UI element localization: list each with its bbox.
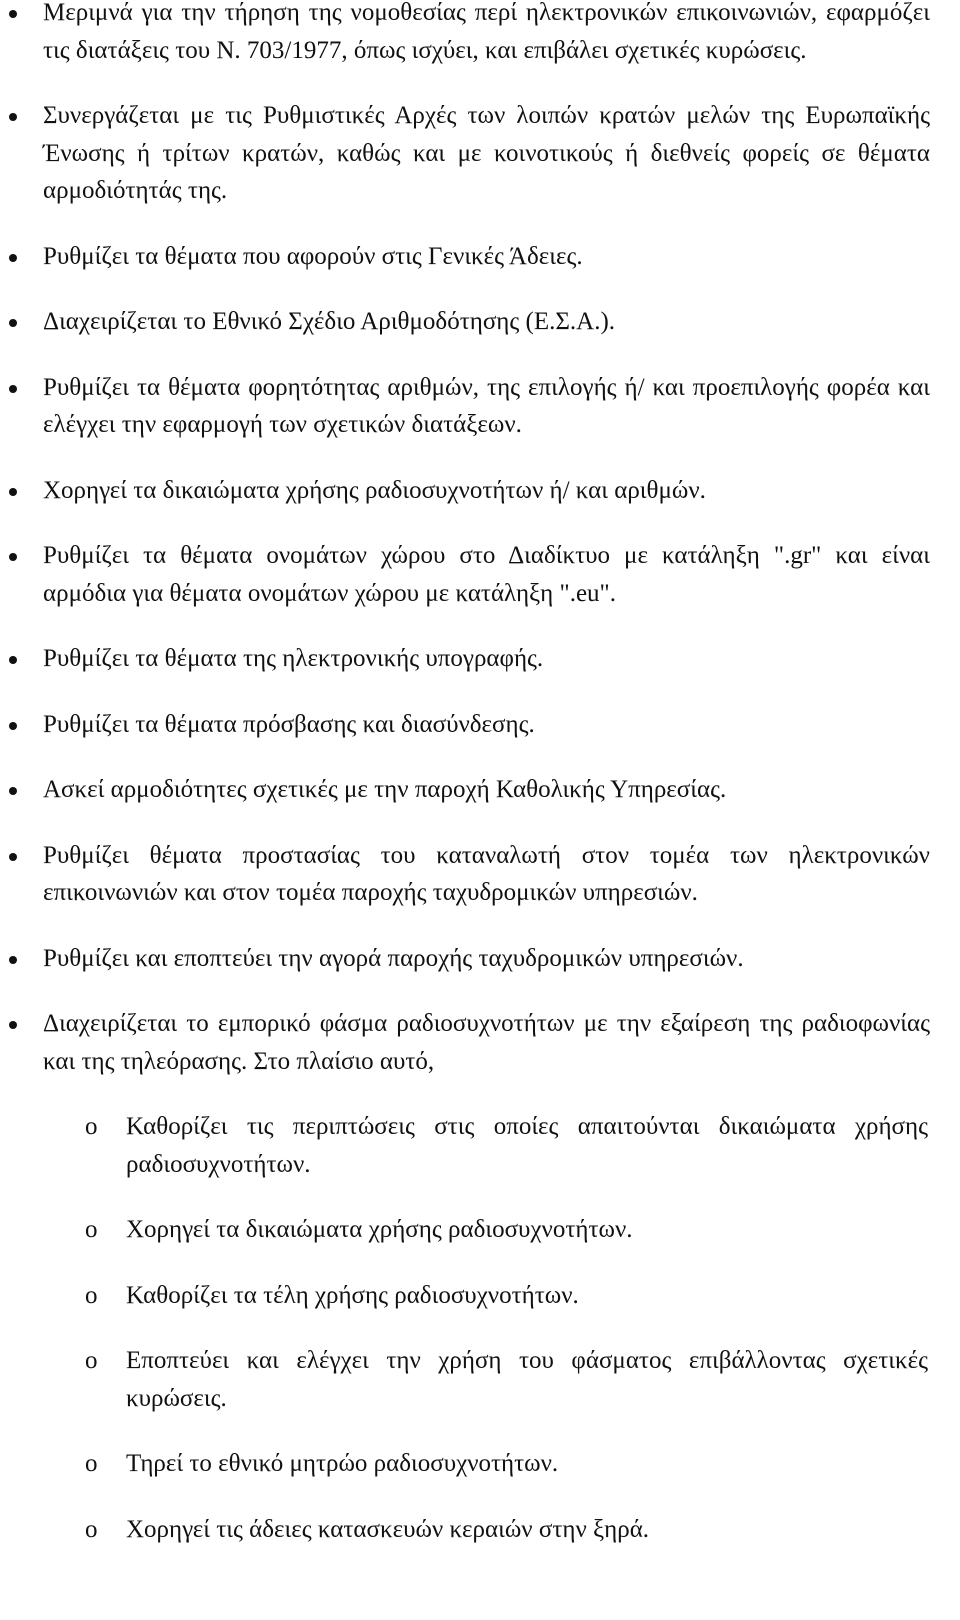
list-item <box>43 771 930 809</box>
list-item <box>43 369 930 444</box>
list-item <box>43 97 930 210</box>
list-item-text: Ρυθμίζει τα θέματα πρόσβασης και διασύνδεσης. <box>43 710 535 738</box>
bullet-icon <box>9 488 17 496</box>
bullet-icon <box>9 722 17 730</box>
list-item-text: Καθορίζει τα τέλη χρήσης ραδιοσυχνοτήτων. <box>126 1281 579 1309</box>
list-item-text: Ρυθμίζει τα θέματα της ηλεκτρονικής υπογραφής. <box>43 645 544 672</box>
hollow-bullet-icon: o <box>85 1450 98 1477</box>
list-item-text: Ρυθμίζει τα θέματα φορητότητας αριθμών, της επιλογής ή/ και προεπιλογής φορέα και ελέγχει την εφαρμογή των σχετικών διατάξεων. <box>43 373 930 438</box>
list-item <box>43 472 930 510</box>
bullet-icon <box>9 787 17 795</box>
list-item <box>43 640 930 678</box>
bullet-icon <box>9 553 17 561</box>
list-item-text: Τηρεί το εθνικό μητρώο ραδιοσυχνοτήτων. <box>126 1450 559 1477</box>
bullet-icon <box>9 113 17 121</box>
sub-list-item <box>85 1211 928 1249</box>
list-item <box>43 1005 930 1080</box>
list-item <box>43 940 930 978</box>
sub-list-item <box>85 1511 928 1549</box>
bullet-icon <box>9 853 17 861</box>
hollow-bullet-icon: o <box>85 1216 98 1243</box>
list-item <box>43 706 930 744</box>
sub-list-item <box>85 1342 928 1417</box>
list-item-text: Χορηγεί τις άδειες κατασκευών κεραιών στην ξηρά. <box>126 1515 650 1543</box>
list-item <box>43 537 930 612</box>
bullet-icon <box>9 385 17 393</box>
hollow-bullet-icon: o <box>85 1515 98 1543</box>
list-item <box>43 238 930 276</box>
bullet-icon <box>9 656 17 664</box>
hollow-bullet-icon: o <box>85 1113 98 1140</box>
list-item-text: Διαχειρίζεται το εμπορικό φάσμα ραδιοσυχνοτήτων με την εξαίρεση της ραδιοφωνίας και της τηλεόρασης. Στο πλαίσιο αυτό, <box>43 1010 930 1075</box>
list-item-text: Ρυθμίζει τα θέματα που αφορούν στις Γενικές Άδειες. <box>43 242 583 270</box>
list-item-text: Καθορίζει τις περιπτώσεις στις οποίες απαιτούνται δικαιώματα χρήσης ραδιοσυχνοτήτων. <box>126 1113 928 1178</box>
sub-list-item <box>85 1277 928 1315</box>
hollow-bullet-icon: o <box>85 1281 98 1309</box>
bullet-icon <box>9 10 17 18</box>
list-item-text: Συνεργάζεται με τις Ρυθμιστικές Αρχές των λοιπών κρατών μελών της Ευρωπαϊκής Ένωσης ή τρίτων κρατών, καθώς και με κοινοτικούς ή διεθνείς φορείς σε θέματα αρμοδιότητάς της. <box>43 102 930 204</box>
list-item-text: Ασκεί αρμοδιότητες σχετικές με την παροχή Καθολικής Υπηρεσίας. <box>43 776 727 803</box>
list-item-text: Ρυθμίζει θέματα προστασίας του καταναλωτή στον τομέα των ηλεκτρονικών επικοινωνιών και στον τομέα παροχής ταχυδρομικών υπηρεσιών. <box>43 841 930 906</box>
list-item <box>43 837 930 912</box>
list-item-text: Διαχειρίζεται το Εθνικό Σχέδιο Αριθμοδότησης (Ε.Σ.Α.). <box>43 308 616 335</box>
bullet-icon <box>9 1021 17 1029</box>
sub-list-item <box>85 1108 928 1183</box>
bullet-icon <box>9 254 17 262</box>
hollow-bullet-icon: o <box>85 1347 98 1374</box>
list-item <box>43 303 930 341</box>
list-item-text: Μεριμνά για την τήρηση της νομοθεσίας περί ηλεκτρονικών επικοινωνιών, εφαρμόζει τις διατάξεις του Ν. 703/1977, όπως ισχύει, και επιβάλει σχετικές κυρώσεις. <box>43 0 930 64</box>
list-item-text: Εποπτεύει και ελέγχει την χρήση του φάσματος επιβάλλοντας σχετικές κυρώσεις. <box>126 1347 928 1412</box>
bullet-icon <box>9 319 17 327</box>
list-item-text: Ρυθμίζει και εποπτεύει την αγορά παροχής ταχυδρομικών υπηρεσιών. <box>43 944 744 972</box>
bullet-icon <box>9 956 17 964</box>
list-item-text: Χορηγεί τα δικαιώματα χρήσης ραδιοσυχνοτήτων ή/ και αριθμών. <box>43 476 706 504</box>
list-item <box>43 0 930 69</box>
sub-list-item <box>85 1445 928 1483</box>
list-item-text: Χορηγεί τα δικαιώματα χρήσης ραδιοσυχνοτήτων. <box>126 1216 633 1243</box>
list-item-text: Ρυθμίζει τα θέματα ονομάτων χώρου στο Διαδίκτυο με κατάληξη ".gr" και είναι αρμόδια για θέματα ονομάτων χώρου με κατάληξη ".eu". <box>43 542 930 607</box>
